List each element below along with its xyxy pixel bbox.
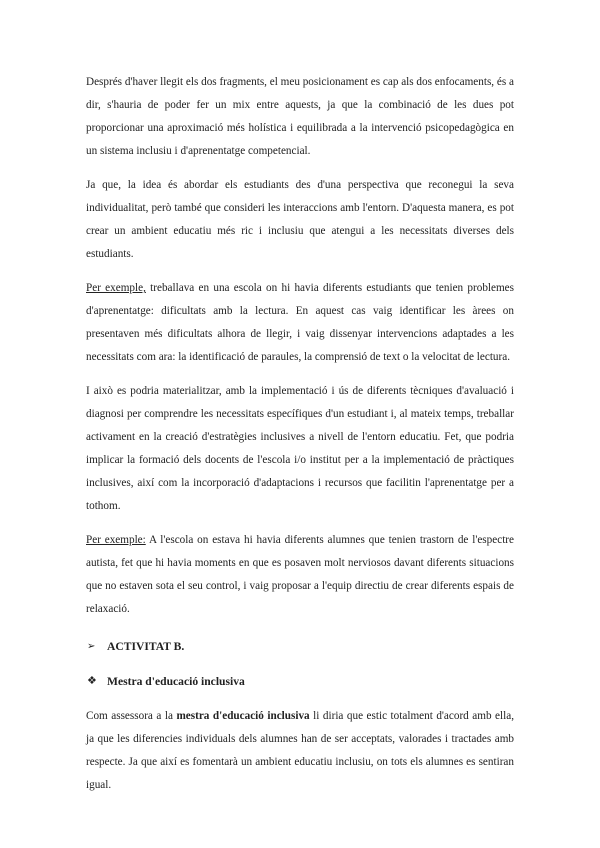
paragraph-positioning: Després d'haver llegit els dos fragments, el meu posicionament es cap als dos enfocaments, és a dir, s'hauria de poder fer un mix entre aquests, ja que la combinació de les dues pot proporcionar una aproximació més holística i equilibrada a la intervenció psicopedagògica en un sistema inclusiu i d'aprenentatge competencial. (86, 76, 514, 157)
paragraph-implementation: I això es podria materialitzar, amb la implementació i ús de diferents tècniques d'avaluació i diagnosi per comprendre les necessitats específiques d'un estudiant i, al mateix temps, treballar activament en la creació d'estratègies inclusives a nivell de l'entorn educatiu. Fet, que podria implicar la formació dels docents de l'escola i/o institut per a la implementació de pràctiques inclusives, així com la incorporació d'adaptacions i recursos que facilitin l'aprenentatge per a tothom. (86, 385, 514, 512)
diamond-bullet-icon: ❖ (87, 675, 97, 687)
paragraph-perspective: Ja que, la idea és abordar els estudiants des d'una perspectiva que reconegui la seva individualitat, però també que consideri les interaccions amb l'entorn. D'aquesta manera, es pot crear un ambient educatiu més ric i inclusiu que atengui a les necessitats diverses dels estudiants. (86, 179, 514, 260)
section-heading-activity (87, 635, 514, 658)
example-label: Per exemple, (86, 282, 146, 294)
example-text: A l'escola on estava hi havia diferents alumnes que tenien trastorn de l'espectre autista, fet que hi havia moments en que es posaven molt nerviosos davant diferents situacions que no estaven sota el seu control, i vaig proposar a l'equip directiu de crear diferents espais de relaxació. (86, 534, 514, 615)
paragraph-example-reading (86, 277, 514, 369)
activity-title: ACTIVITAT B. (107, 640, 185, 653)
subsection-heading-teacher (87, 670, 514, 693)
example-label: Per exemple: (86, 534, 146, 546)
paragraph-example-autism (86, 529, 514, 621)
advisor-bold-term: mestra d'educació inclusiva (176, 710, 310, 722)
paragraph-advisor (86, 705, 514, 797)
advisor-text-end: li diria que estic totalment d'acord amb ella, ja que les diferencies individuals dels alumnes han de ser acceptats, valorades i tractades amb respecte. Ja que així es fomentarà un ambient educatiu inclusiu, on tots els alumnes es sentiran igual. (86, 710, 514, 791)
arrow-bullet-icon: ➢ (87, 641, 96, 652)
advisor-text-start: Com assessora a la (86, 710, 177, 722)
example-text: treballava en una escola on hi havia diferents estudiants que tenien problemes d'aprenentatge: dificultats amb la lectura. En aquest cas vaig identificar les àrees on presentaven més dificultats alhora de llegir, i vaig dissenyar intervencions adaptades a les necessitats com ara: la identificació de paraules, la comprensió de text o la velocitat de lectura. (86, 282, 515, 363)
teacher-title: Mestra d'educació inclusiva (107, 675, 245, 688)
document-body (86, 71, 514, 808)
